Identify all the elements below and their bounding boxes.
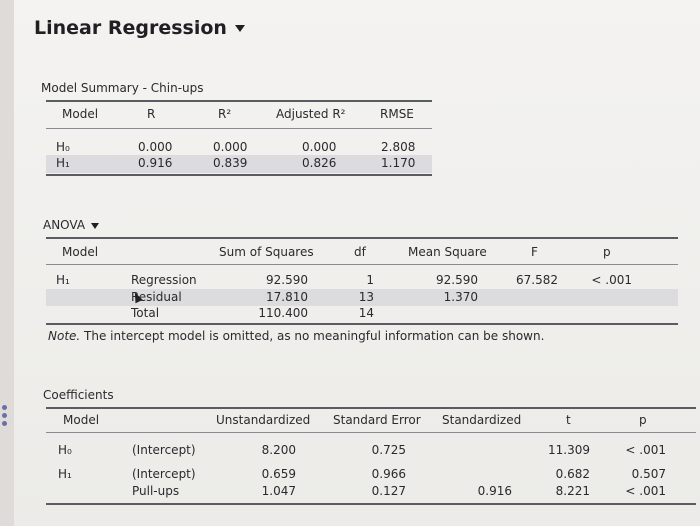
ms-header-rmse: RMSE [380, 107, 414, 121]
coef-row2-term: Pull-ups [132, 484, 180, 498]
ms-row1-rmse: 1.170 [381, 156, 416, 170]
model-summary-bottom-rule [46, 174, 432, 176]
anova-row0-df: 1 [366, 273, 374, 287]
sidebar-handle[interactable] [2, 405, 10, 429]
coef-row0-t: 11.309 [548, 443, 590, 457]
ms-header-r: R [147, 107, 156, 121]
title-dropdown-caret-icon[interactable] [235, 25, 245, 32]
model-summary-top-rule [46, 100, 432, 102]
coef-header-model: Model [63, 413, 100, 427]
ms-header-r2: R² [218, 107, 232, 121]
anova-row0-f: 67.582 [516, 273, 558, 287]
analysis-title-text: Linear Regression [34, 17, 227, 39]
model-summary-caption: Model Summary - Chin-ups [41, 81, 204, 95]
anova-row2-label: Total [131, 306, 160, 320]
anova-row1-ss: 17.810 [266, 290, 308, 304]
anova-row1-df: 13 [358, 290, 374, 304]
anova-header-ss: Sum of Squares [219, 245, 314, 259]
ms-header-model: Model [62, 107, 99, 121]
coef-row1-p: 0.507 [631, 467, 666, 481]
ms-row0-rmse: 2.808 [381, 140, 416, 154]
coef-row0-term: (Intercept) [132, 443, 196, 457]
ms-row1-model: H₁ [56, 156, 70, 170]
coef-row2-t: 8.221 [555, 484, 590, 498]
ms-row0-model: H₀ [56, 140, 70, 154]
anova-dropdown-caret-icon[interactable] [91, 223, 99, 229]
anova-row2-ss: 110.400 [258, 306, 308, 320]
coefficients-header-rule [46, 432, 696, 433]
coef-row1-se: 0.966 [371, 467, 406, 481]
coef-row1-term: (Intercept) [132, 467, 196, 481]
coef-header-unstd: Unstandardized [216, 413, 311, 427]
anova-model-label: H₁ [56, 273, 70, 287]
ms-row0-r: 0.000 [138, 140, 173, 154]
coef-row1-t: 0.682 [555, 467, 590, 481]
anova-row0-label: Regression [131, 273, 197, 287]
coef-row1-model: H₁ [58, 467, 72, 481]
anova-header-ms: Mean Square [408, 245, 487, 259]
results-panel [14, 0, 700, 526]
coef-row0-model: H₀ [58, 443, 72, 457]
anova-header-df: df [354, 245, 366, 259]
coef-header-se: Standard Error [333, 413, 421, 427]
coef-row2-unstd: 1.047 [261, 484, 296, 498]
analysis-title[interactable] [34, 17, 245, 39]
ms-row1-r2: 0.839 [213, 156, 248, 170]
coef-row0-unstd: 8.200 [261, 443, 296, 457]
coef-header-t: t [566, 413, 571, 427]
coef-row1-unstd: 0.659 [261, 467, 296, 481]
anova-note [48, 329, 544, 343]
anova-header-f: F [531, 245, 538, 259]
anova-row0-ms: 92.590 [436, 273, 478, 287]
anova-top-rule [46, 237, 678, 239]
coef-row2-p: < .001 [625, 484, 666, 498]
coefficients-top-rule [46, 407, 696, 409]
anova-header-p: p [603, 245, 611, 259]
anova-caption-text: ANOVA [43, 218, 86, 232]
anova-note-text: The intercept model is omitted, as no meaningful information can be shown. [80, 329, 545, 343]
anova-header-model: Model [62, 245, 99, 259]
coef-header-p: p [639, 413, 647, 427]
coef-row0-p: < .001 [625, 443, 666, 457]
ms-row0-r2: 0.000 [213, 140, 248, 154]
ms-header-adj-r2: Adjusted R² [276, 107, 346, 121]
anova-note-label: Note. [48, 329, 81, 343]
anova-row1-label: Residual [131, 290, 182, 304]
coef-row2-std: 0.916 [477, 484, 512, 498]
ms-row1-r: 0.916 [138, 156, 173, 170]
coef-row0-se: 0.725 [371, 443, 406, 457]
anova-row0-p: < .001 [591, 273, 632, 287]
anova-row1-ms: 1.370 [443, 290, 478, 304]
anova-header-rule [46, 264, 678, 265]
coef-row2-se: 0.127 [371, 484, 406, 498]
coefficients-bottom-rule [46, 503, 696, 505]
anova-row2-df: 14 [358, 306, 374, 320]
ms-row1-adj-r2: 0.826 [302, 156, 337, 170]
coefficients-caption: Coefficients [43, 388, 114, 402]
ms-row0-adj-r2: 0.000 [302, 140, 337, 154]
model-summary-header-rule [46, 128, 432, 129]
coef-header-std: Standardized [442, 413, 522, 427]
anova-caption[interactable] [43, 218, 99, 232]
anova-row0-ss: 92.590 [266, 273, 308, 287]
anova-bottom-rule [46, 323, 678, 325]
